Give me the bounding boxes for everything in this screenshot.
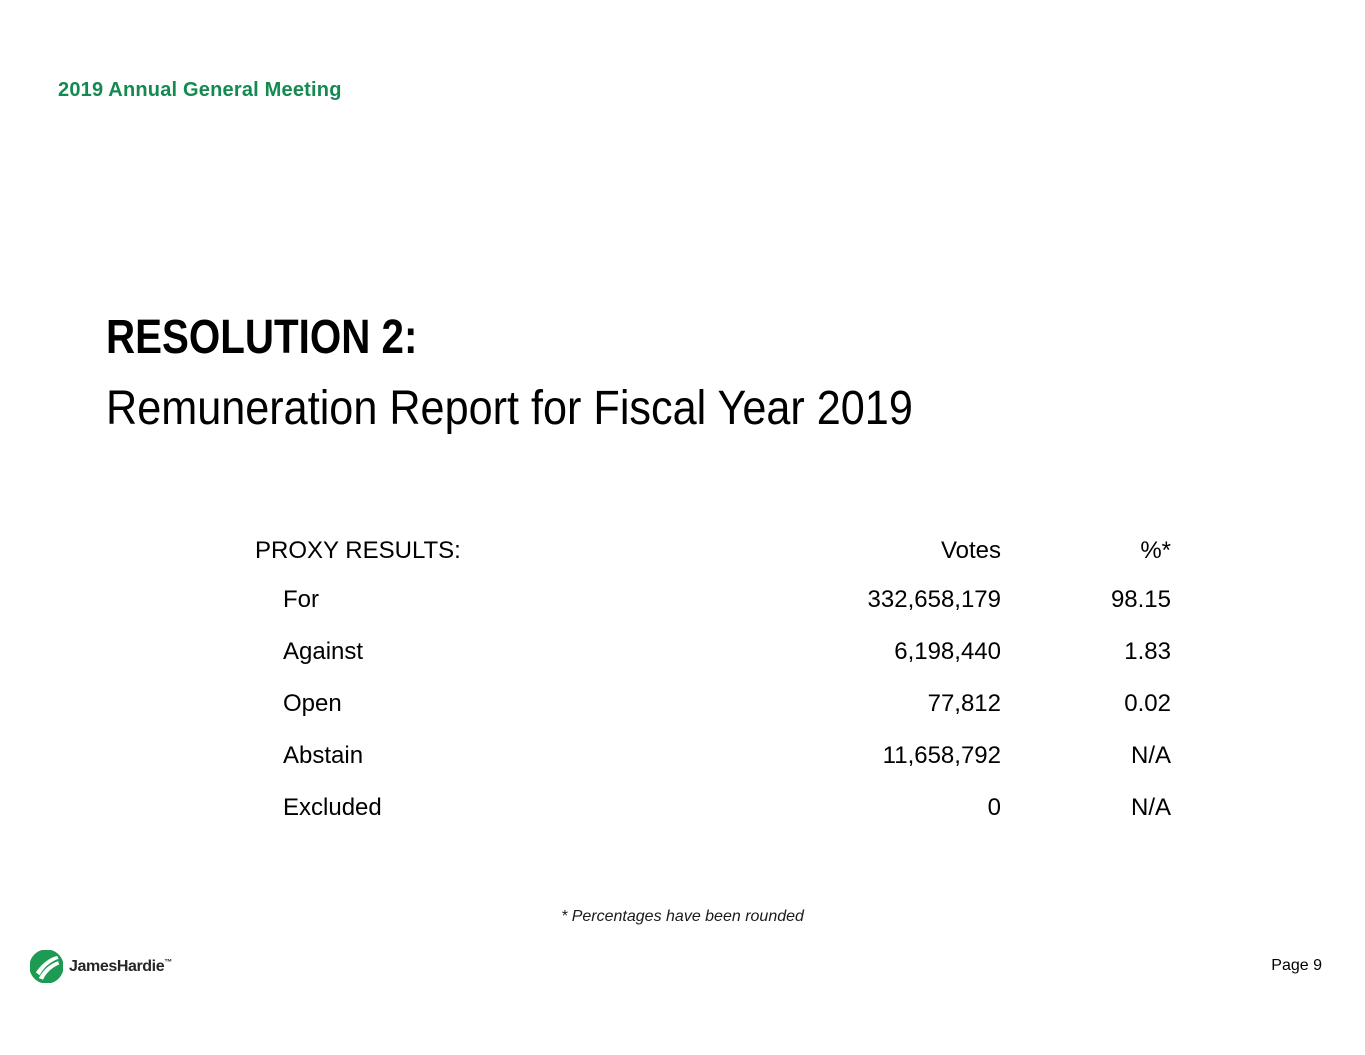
page-number: Page 9 xyxy=(1271,957,1322,974)
jameshardie-logo-text xyxy=(69,958,172,976)
resolution-subtitle xyxy=(106,382,1003,435)
resolution-subtitle-text: Remuneration Report for Fiscal Year 2019 xyxy=(106,382,913,435)
resolution-title xyxy=(106,311,477,364)
table-caption: PROXY RESULTS: xyxy=(255,536,461,564)
table-row xyxy=(255,626,1171,678)
logo-text: JamesHardie xyxy=(69,957,165,975)
row-votes: 77,812 xyxy=(927,690,1001,717)
trademark-symbol: ™ xyxy=(164,957,172,967)
row-votes: 6,198,440 xyxy=(894,638,1001,665)
resolution-title-text: RESOLUTION 2: xyxy=(106,311,418,364)
table-row xyxy=(255,782,1171,834)
row-label: For xyxy=(283,586,319,613)
row-votes: 11,658,792 xyxy=(882,742,1001,769)
table-row xyxy=(255,678,1171,730)
row-votes: 0 xyxy=(987,794,1001,821)
row-label: Abstain xyxy=(283,742,364,769)
jameshardie-logo xyxy=(30,950,172,983)
row-votes: 332,658,179 xyxy=(867,586,1001,613)
proxy-results-table xyxy=(255,527,1171,834)
table-row xyxy=(255,574,1171,626)
column-header-percent: %* xyxy=(1140,536,1171,564)
slide-header: 2019 Annual General Meeting xyxy=(58,79,342,101)
row-percent: N/A xyxy=(1130,794,1171,821)
jameshardie-logo-icon xyxy=(30,950,63,983)
row-percent: 98.15 xyxy=(1110,586,1171,613)
row-label: Open xyxy=(283,690,342,717)
row-percent: N/A xyxy=(1130,742,1171,769)
footnote: * Percentages have been rounded xyxy=(561,908,804,925)
table-row xyxy=(255,730,1171,782)
table-header-row xyxy=(255,527,1171,574)
row-percent: 0.02 xyxy=(1124,690,1171,717)
row-percent: 1.83 xyxy=(1124,638,1171,665)
column-header-votes: Votes xyxy=(940,536,1001,564)
row-label: Excluded xyxy=(283,794,382,821)
row-label: Against xyxy=(283,638,364,665)
